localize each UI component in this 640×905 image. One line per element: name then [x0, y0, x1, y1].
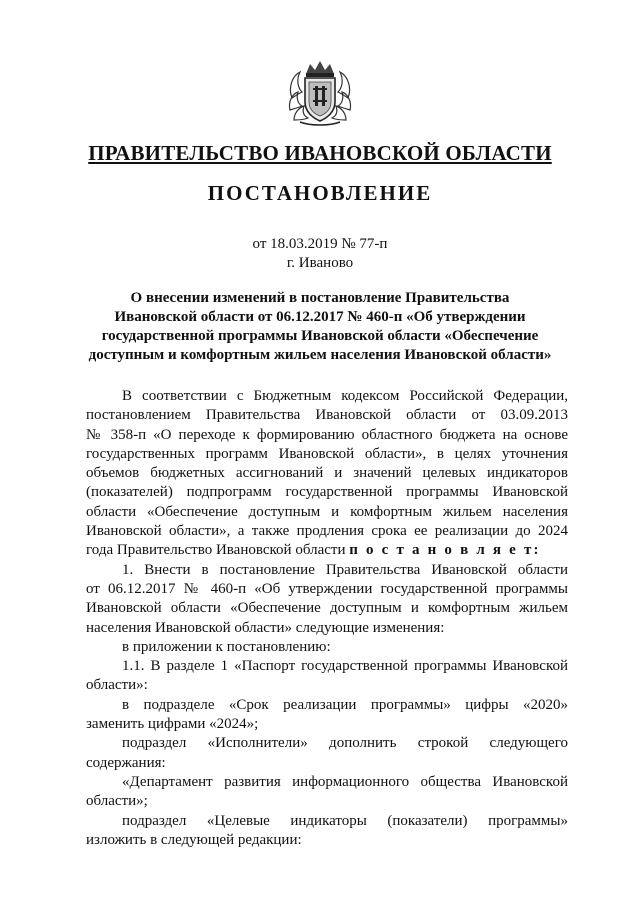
body-line: государственных программ Ивановской области», в целях уточнения: [86, 445, 568, 462]
body-line: заменить цифрами «2024»;: [86, 716, 259, 733]
heading-line: О внесении изменений в постановление Правительства: [130, 290, 510, 306]
document-body: [86, 387, 568, 850]
document-type: ПОСТАНОВЛЕНИЕ: [207, 181, 433, 205]
body-line: подраздел «Исполнители» дополнить строкой следующего: [122, 735, 568, 752]
body-line-text: года Правительство Ивановской области: [86, 542, 346, 559]
body-line: населения Ивановской области» следующие изменения:: [86, 619, 445, 636]
body-line: объемов бюджетных ассигнований и значений целевых индикаторов: [86, 465, 568, 482]
body-line: (показателей) подпрограмм государственной программы Ивановской: [86, 484, 568, 501]
body-line: постановлением Правительства Ивановской области от 03.09.2013: [86, 407, 568, 424]
document-date-number: от 18.03.2019 № 77-п: [252, 236, 388, 252]
body-line: изложить в следующей редакции:: [86, 831, 302, 848]
body-line: в подразделе «Срок реализации программы» цифры «2020»: [122, 696, 568, 713]
body-line: подраздел «Целевые индикаторы (показатели) программы»: [122, 812, 568, 829]
body-line: Ивановской области «Обеспечение доступным и комфортным жильем: [86, 600, 568, 617]
heading-line: государственной программы Ивановской области «Обеспечение: [101, 328, 539, 344]
body-line: Ивановской области», а также продления срока ее реализации до 2024: [86, 523, 568, 540]
body-line: В соответствии с Бюджетным кодексом Российской Федерации,: [122, 388, 568, 404]
body-line: [86, 541, 568, 560]
body-line: области»;: [86, 793, 148, 810]
organization-title: ПРАВИТЕЛЬСТВО ИВАНОВСКОЙ ОБЛАСТИ: [88, 141, 552, 165]
body-line: в приложении к постановлению:: [122, 638, 331, 655]
body-line: 1.1. В разделе 1 «Паспорт государственной программы Ивановской: [122, 658, 568, 675]
heading-line: Ивановской области от 06.12.2017 № 460-п «Об утверждении: [114, 309, 526, 325]
document-heading: [80, 289, 560, 365]
coat-of-arms-icon: [286, 58, 354, 128]
body-line: № 358-п «О переходе к формированию областного бюджета на основе: [86, 426, 568, 443]
heading-line: доступным и комфортным жильем населения Ивановской области»: [88, 347, 552, 363]
body-line: 1. Внести в постановление Правительства Ивановской области: [122, 561, 568, 578]
body-line: от 06.12.2017 № 460-п «Об утверждении государственной программы: [86, 580, 568, 597]
body-line: содержания:: [86, 754, 166, 771]
body-line: области «Обеспечение доступным и комфортным жильем населения: [86, 503, 568, 520]
body-line: «Департамент развития информационного общества Ивановской: [122, 773, 568, 790]
document-city: г. Иваново: [286, 255, 354, 271]
body-line: области»:: [86, 677, 148, 694]
resolves-word: п о с т а н о в л я е т:: [349, 542, 541, 559]
